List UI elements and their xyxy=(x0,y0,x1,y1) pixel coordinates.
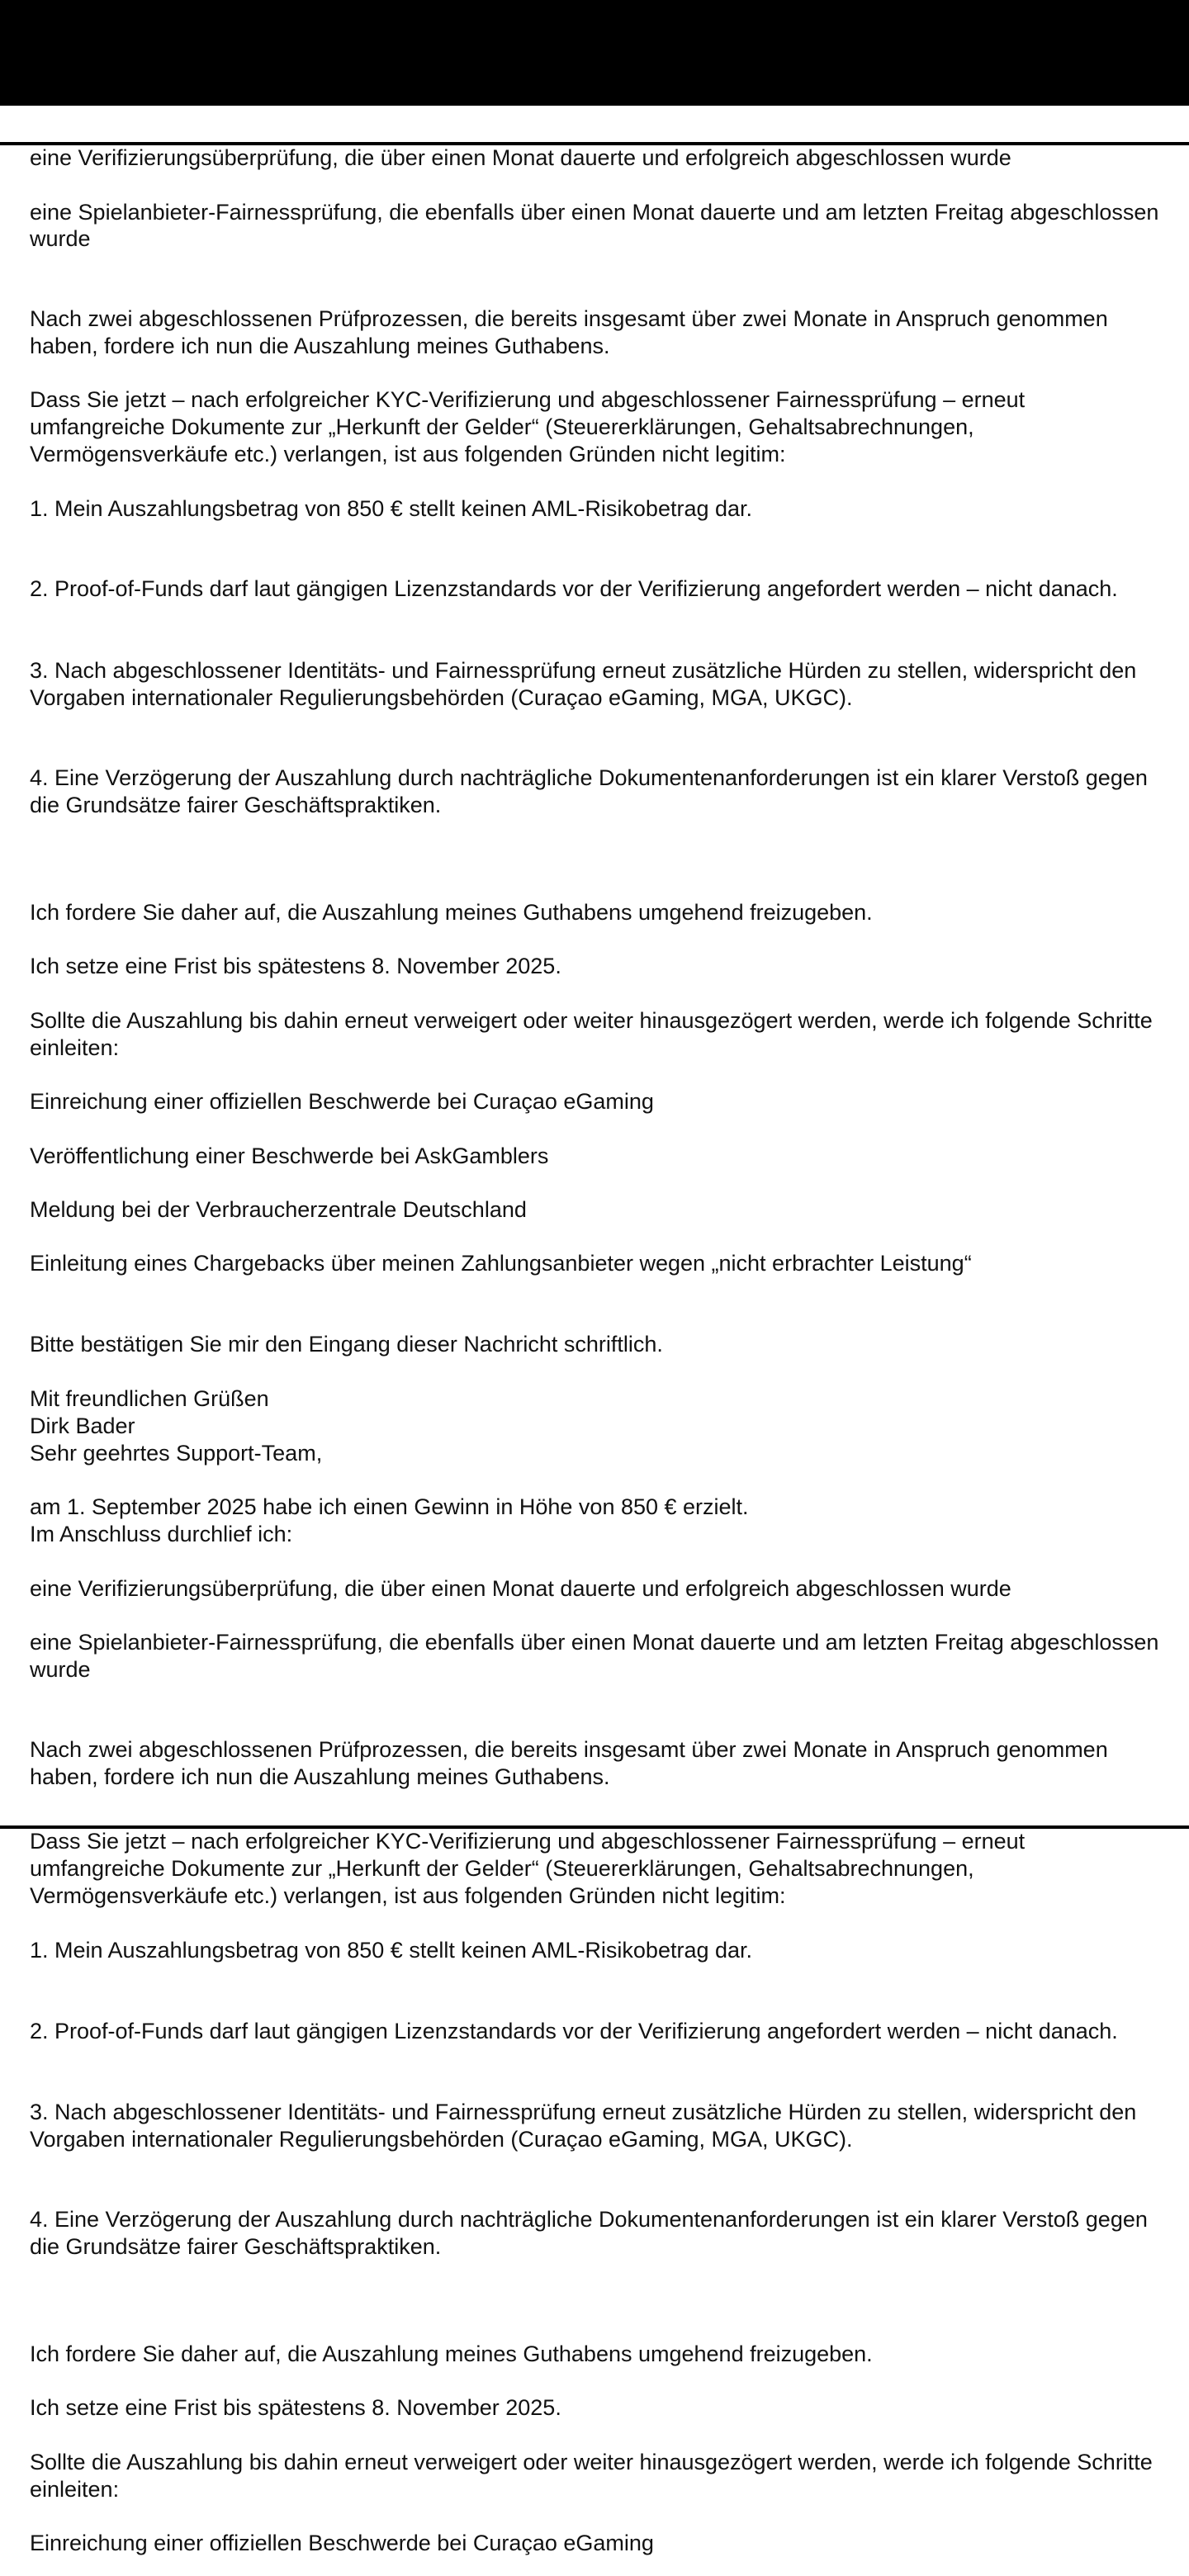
text-line: eine Spielanbieter-Fairnessprüfung, die ebenfalls über einen Monat dauerte und am letzten Freitag abgeschlossen xyxy=(30,1630,1159,1655)
text-line: Ich setze eine Frist bis spätestens 8. November 2025. xyxy=(30,954,561,978)
top-black-bar xyxy=(0,0,1189,106)
text-line: eine Verifizierungsüberprüfung, die über einen Monat dauerte und erfolgreich abgeschlossen wurde xyxy=(30,1576,1011,1601)
text-line: 1. Mein Auszahlungsbetrag von 850 € stellt keinen AML-Risikobetrag dar. xyxy=(30,496,753,521)
text-line: 2. Proof-of-Funds darf laut gängigen Lizenzstandards vor der Verifizierung angefordert werden – nicht danach. xyxy=(30,2019,1118,2043)
text-line: haben, fordere ich nun die Auszahlung meines Guthabens. xyxy=(30,1764,610,1789)
text-line: am 1. September 2025 habe ich einen Gewinn in Höhe von 850 € erzielt. xyxy=(30,1494,749,1519)
text-line: umfangreiche Dokumente zur „Herkunft der Gelder“ (Steuererklärungen, Gehaltsabrechnungen, xyxy=(30,414,974,439)
text-line: Vermögensverkäufe etc.) verlangen, ist aus folgenden Gründen nicht legitim: xyxy=(30,1883,786,1908)
text-line: Meldung bei der Verbraucherzentrale Deutschland xyxy=(30,1197,527,1222)
text-line: Nach zwei abgeschlossenen Prüfprozessen, die bereits insgesamt über zwei Monate in Anspruch genommen xyxy=(30,1737,1108,1762)
text-line: Einleitung eines Chargebacks über meinen Zahlungsanbieter wegen „nicht erbrachter Leistung“ xyxy=(30,1251,972,1276)
text-line: Vermögensverkäufe etc.) verlangen, ist aus folgenden Gründen nicht legitim: xyxy=(30,442,786,466)
text-line: Ich setze eine Frist bis spätestens 8. November 2025. xyxy=(30,2395,561,2420)
text-line: Einreichung einer offiziellen Beschwerde bei Curaçao eGaming xyxy=(30,2531,654,2555)
text-line: 2. Proof-of-Funds darf laut gängigen Lizenzstandards vor der Verifizierung angefordert werden – nicht danach. xyxy=(30,576,1118,601)
text-line: Mit freundlichen Grüßen xyxy=(30,1386,269,1411)
text-line: 3. Nach abgeschlossener Identitäts- und Fairnessprüfung erneut zusätzliche Hürden zu stellen, widerspricht den xyxy=(30,2100,1137,2124)
text-line: 4. Eine Verzögerung der Auszahlung durch nachträgliche Dokumentenanforderungen ist ein klarer Verstoß gegen xyxy=(30,2207,1148,2232)
text-line: Veröffentlichung einer Beschwerde bei AskGamblers xyxy=(30,1144,549,1168)
text-line: 4. Eine Verzögerung der Auszahlung durch nachträgliche Dokumentenanforderungen ist ein klarer Verstoß gegen xyxy=(30,765,1148,790)
text-line: 1. Mein Auszahlungsbetrag von 850 € stellt keinen AML-Risikobetrag dar. xyxy=(30,1938,753,1963)
text-line: Ich fordere Sie daher auf, die Auszahlung meines Guthabens umgehend freizugeben. xyxy=(30,2342,873,2366)
text-line: eine Verifizierungsüberprüfung, die über einen Monat dauerte und erfolgreich abgeschlossen wurde xyxy=(30,145,1011,170)
text-line: wurde xyxy=(30,226,91,251)
text-line: Im Anschluss durchlief ich: xyxy=(30,1522,293,1546)
text-line: 3. Nach abgeschlossener Identitäts- und Fairnessprüfung erneut zusätzliche Hürden zu stellen, widerspricht den xyxy=(30,658,1137,683)
text-line: Sehr geehrtes Support-Team, xyxy=(30,1441,323,1466)
text-line: Sollte die Auszahlung bis dahin erneut verweigert oder weiter hinausgezögert werden, werde ich folgende Schritte xyxy=(30,2450,1153,2474)
text-line: umfangreiche Dokumente zur „Herkunft der Gelder“ (Steuererklärungen, Gehaltsabrechnungen, xyxy=(30,1856,974,1881)
text-line: die Grundsätze fairer Geschäftspraktiken. xyxy=(30,2234,442,2259)
text-line: haben, fordere ich nun die Auszahlung meines Guthabens. xyxy=(30,334,610,358)
text-line: Nach zwei abgeschlossenen Prüfprozessen, die bereits insgesamt über zwei Monate in Anspruch genommen xyxy=(30,306,1108,331)
text-line: Dass Sie jetzt – nach erfolgreicher KYC-Verifizierung und abgeschlossener Fairnessprüfung – erneut xyxy=(30,1829,1026,1854)
text-line: wurde xyxy=(30,1657,91,1682)
text-line: einleiten: xyxy=(30,2477,120,2502)
text-line: Vorgaben internationaler Regulierungsbehörden (Curaçao eGaming, MGA, UKGC). xyxy=(30,685,853,710)
text-line: Einreichung einer offiziellen Beschwerde bei Curaçao eGaming xyxy=(30,1089,654,1114)
text-line: eine Spielanbieter-Fairnessprüfung, die ebenfalls über einen Monat dauerte und am letzten Freitag abgeschlossen xyxy=(30,200,1159,225)
text-line: Vorgaben internationaler Regulierungsbehörden (Curaçao eGaming, MGA, UKGC). xyxy=(30,2127,853,2152)
text-line: Dirk Bader xyxy=(30,1413,135,1438)
text-line: Sollte die Auszahlung bis dahin erneut verweigert oder weiter hinausgezögert werden, werde ich folgende Schritte xyxy=(30,1008,1153,1033)
text-line: Bitte bestätigen Sie mir den Eingang dieser Nachricht schriftlich. xyxy=(30,1332,663,1357)
text-line: Ich fordere Sie daher auf, die Auszahlung meines Guthabens umgehend freizugeben. xyxy=(30,900,873,925)
text-line: einleiten: xyxy=(30,1035,120,1060)
text-line: Dass Sie jetzt – nach erfolgreicher KYC-Verifizierung und abgeschlossener Fairnessprüfung – erneut xyxy=(30,387,1026,412)
text-line: die Grundsätze fairer Geschäftspraktiken. xyxy=(30,793,442,817)
